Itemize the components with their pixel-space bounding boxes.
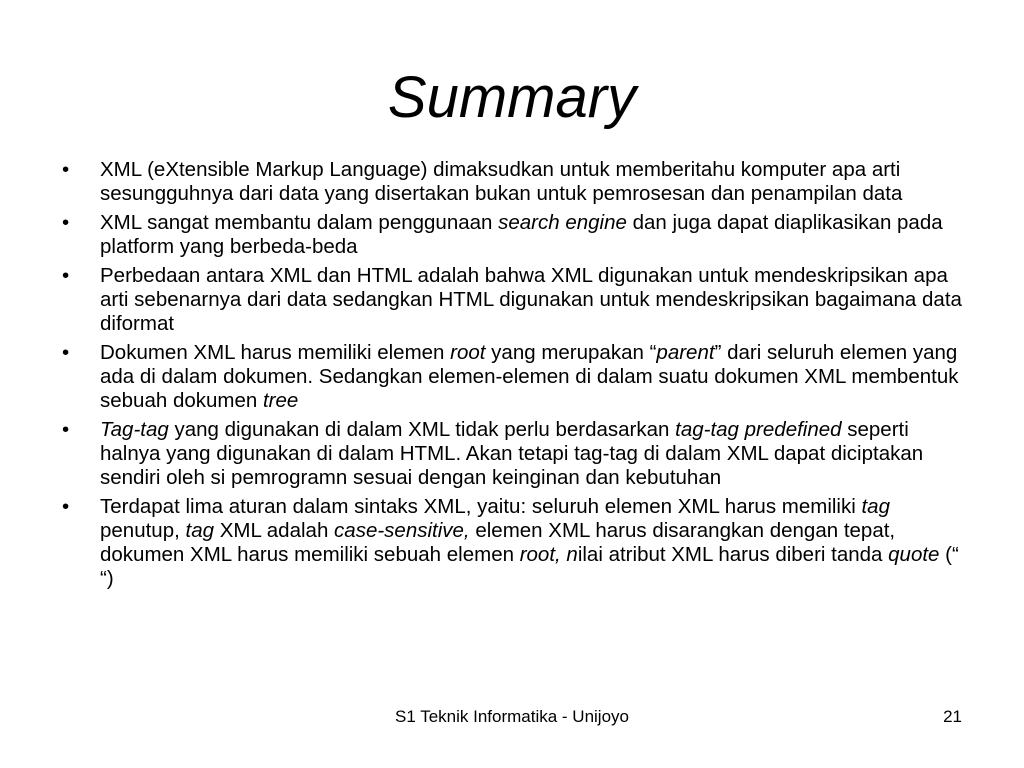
bullet-text-segment: tag-tag predefined: [675, 418, 842, 441]
bullet-text-segment: ilai atribut XML harus diberi tanda: [577, 543, 889, 566]
bullet-item: [62, 341, 962, 413]
bullet-text-segment: tree: [262, 389, 299, 412]
bullet-marker: •: [62, 264, 70, 287]
bullet-text-segment: ” dari seluruh elemen yang ada di dalam dokumen. Sedangkan elemen-elemen di dalam suatu dokumen XML membentuk sebuah dokumen: [100, 341, 959, 412]
bullet-marker: •: [62, 341, 70, 364]
bullet-text-segment: (“ “): [100, 543, 959, 590]
bullet-text-segment: search engine: [498, 211, 627, 234]
slide-title: Summary: [387, 65, 637, 130]
bullet-text-segment: case-sensitive,: [334, 519, 470, 542]
bullet-text-segment: parent: [656, 341, 715, 364]
bullet-text-segment: root, n: [519, 543, 578, 566]
bullet-marker: •: [62, 495, 70, 518]
bullet-item: [62, 495, 962, 591]
bullet-text-segment: tag: [185, 519, 214, 542]
bullet-item: [62, 158, 962, 206]
bullet-marker: •: [62, 158, 70, 181]
bullet-marker: •: [62, 211, 70, 234]
bullet-text-segment: XML sangat membantu dalam penggunaan: [100, 211, 499, 234]
page-number: 21: [943, 707, 962, 726]
bullet-text-segment: Tag-tag: [100, 418, 169, 441]
bullet-item: [62, 211, 962, 259]
bullet-text-segment: dan juga dapat diaplikasikan pada platform yang berbeda-beda: [100, 211, 943, 258]
bullet-text-segment: yang digunakan di dalam XML tidak perlu berdasarkan: [168, 418, 676, 441]
bullet-text-segment: tag: [861, 495, 890, 518]
bullet-text-segment: XML (eXtensible Markup Language) dimaksudkan untuk memberitahu komputer apa arti sesungguhnya dari data yang disertakan bukan untuk pemrosesan dan penampilan data: [100, 158, 903, 205]
bullet-list: [62, 158, 962, 596]
bullet-text-segment: XML adalah: [214, 519, 335, 542]
bullet-text-segment: root: [450, 341, 486, 364]
bullet-text-segment: Terdapat lima aturan dalam sintaks XML, yaitu: seluruh elemen XML harus memiliki: [100, 495, 862, 518]
bullet-text-segment: penutup,: [100, 519, 186, 542]
bullet-text-segment: Dokumen XML harus memiliki elemen: [100, 341, 451, 364]
bullet-text-segment: elemen XML harus disarangkan dengan tepat, dokumen XML harus memiliki sebuah elemen: [100, 519, 896, 566]
bullet-text-segment: yang merupakan “: [485, 341, 657, 364]
bullet-marker: •: [62, 418, 70, 441]
bullet-item: [62, 264, 962, 336]
bullet-item: [62, 418, 962, 490]
bullet-text-segment: quote: [888, 543, 940, 566]
bullet-text-segment: seperti halnya yang digunakan di dalam HTML. Akan tetapi tag-tag di dalam XML dapat diciptakan sendiri oleh si pemrogramn sesuai dengan keinginan dan kebutuhan: [100, 418, 924, 489]
bullet-text-segment: Perbedaan antara XML dan HTML adalah bahwa XML digunakan untuk mendeskripsikan apa arti sebenarnya dari data sedangkan HTML digunakan untuk mendeskripsikan bagaimana data diformat: [100, 264, 962, 335]
footer-text: S1 Teknik Informatika - Unijoyo: [394, 707, 629, 726]
